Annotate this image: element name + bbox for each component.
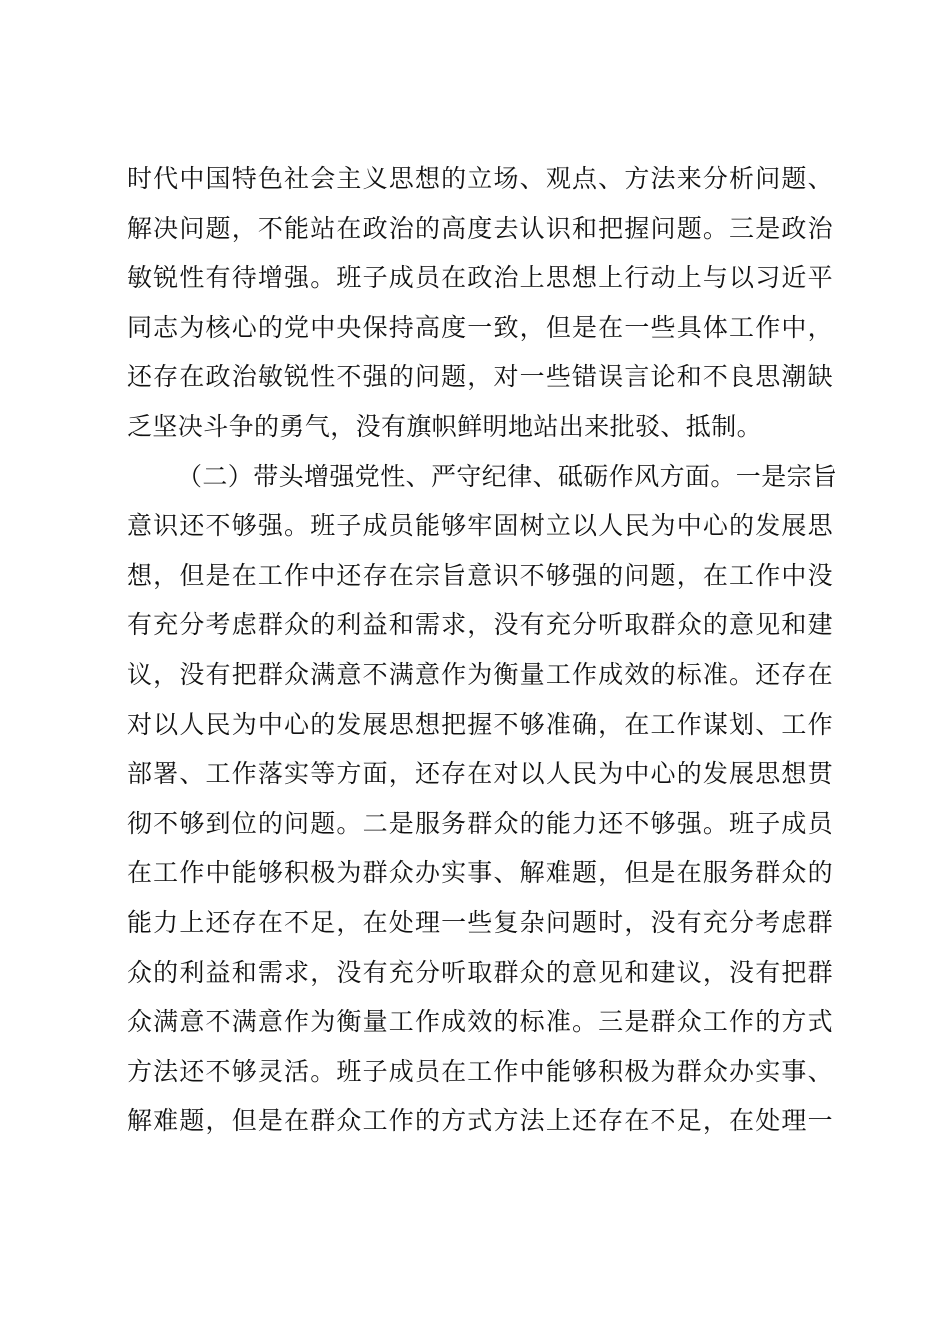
text-line-18: 众满意不满意作为衡量工作成效的标准。三是群众工作的方式 xyxy=(127,1007,833,1037)
text-line-9: 想，但是在工作中还存在宗旨意识不够强的问题，在工作中没 xyxy=(127,560,833,590)
text-line-6: 乏坚决斗争的勇气，没有旗帜鲜明地站出来批驳、抵制。 xyxy=(127,411,763,441)
document-body xyxy=(127,154,838,1146)
text-line-10: 有充分考虑群众的利益和需求，没有充分听取群众的意见和建 xyxy=(127,610,833,640)
text-line-13: 部署、工作落实等方面，还存在对以人民为中心的发展思想贯 xyxy=(127,759,833,789)
text-line-4: 同志为核心的党中央保持高度一致，但是在一些具体工作中， xyxy=(127,312,833,342)
text-line-8: 意识还不够强。班子成员能够牢固树立以人民为中心的发展思 xyxy=(127,511,833,541)
text-line-15: 在工作中能够积极为群众办实事、解难题，但是在服务群众的 xyxy=(127,858,833,888)
text-line-20: 解难题，但是在群众工作的方式方法上还存在不足，在处理一 xyxy=(127,1106,833,1136)
text-line-11: 议，没有把群众满意不满意作为衡量工作成效的标准。还存在 xyxy=(127,659,833,689)
text-line-19: 方法还不够灵活。班子成员在工作中能够积极为群众办实事、 xyxy=(127,1056,833,1086)
text-line-2: 解决问题，不能站在政治的高度去认识和把握问题。三是政治 xyxy=(127,213,833,243)
text-line-17: 众的利益和需求，没有充分听取群众的意见和建议，没有把群 xyxy=(127,957,833,987)
section-heading-line: （二）带头增强党性、严守纪律、砥砺作风方面。一是宗旨 xyxy=(177,461,838,491)
text-line-1: 时代中国特色社会主义思想的立场、观点、方法来分析问题、 xyxy=(127,164,833,193)
text-line-3: 敏锐性有待增强。班子成员在政治上思想上行动上与以习近平 xyxy=(127,263,833,293)
text-line-12: 对以人民为中心的发展思想把握不够准确，在工作谋划、工作 xyxy=(127,709,833,739)
text-line-16: 能力上还存在不足，在处理一些复杂问题时，没有充分考虑群 xyxy=(127,907,833,937)
text-line-14: 彻不够到位的问题。二是服务群众的能力还不够强。班子成员 xyxy=(127,808,833,838)
text-line-5: 还存在政治敏锐性不强的问题，对一些错误言论和不良思潮缺 xyxy=(127,362,833,392)
